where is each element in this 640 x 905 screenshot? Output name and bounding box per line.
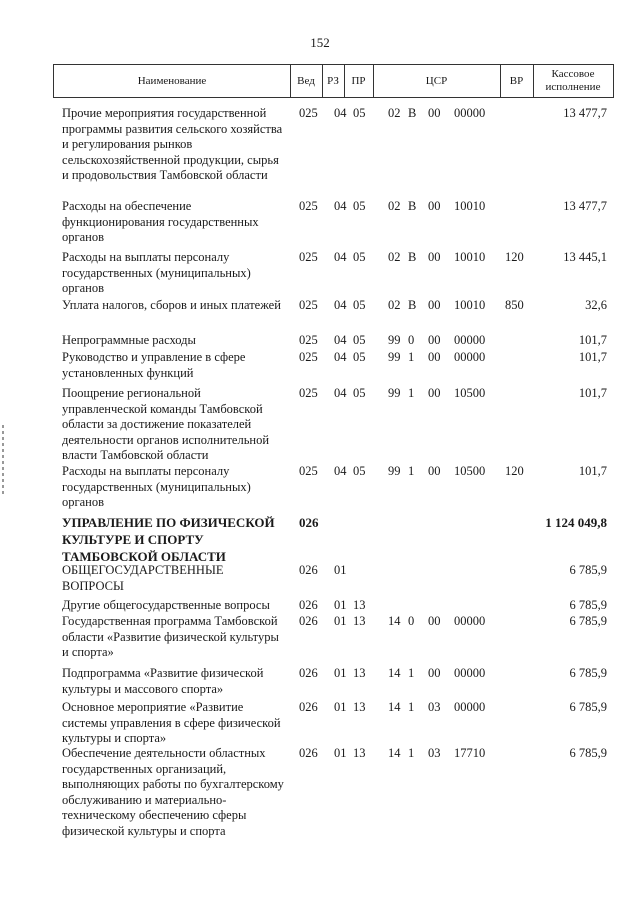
row-rz: 04: [334, 350, 347, 364]
row-rz: 01: [334, 614, 347, 628]
row-vr: 120: [505, 250, 524, 264]
row-name: ОБЩЕГОСУДАРСТВЕННЫЕ ВОПРОСЫ: [62, 563, 224, 593]
row-ved: 025: [299, 350, 318, 364]
row-csr-direction: 10500: [454, 464, 486, 478]
row-rz: 01: [334, 746, 347, 760]
row-amount: 13 445,1: [563, 250, 607, 264]
row-csr-subprogram: В: [408, 298, 417, 312]
row-ved: 025: [299, 386, 318, 400]
row-pr: 13: [353, 746, 366, 760]
margin-mark: [2, 425, 4, 495]
row-name: Государственная программа Тамбовской области «Развитие физической культуры и спорта»: [62, 614, 279, 659]
row-csr-program: 99: [388, 464, 401, 478]
row-amount: 6 785,9: [569, 746, 607, 760]
row-csr-direction: 10500: [454, 386, 486, 400]
row-ved: 026: [299, 746, 318, 760]
row-amount: 1 124 049,8: [545, 515, 607, 530]
row-csr-event: 00: [428, 666, 441, 680]
row-pr: 05: [353, 464, 366, 478]
row-rz: 04: [334, 298, 347, 312]
row-csr-subprogram: 0: [408, 614, 415, 628]
row-rz: 01: [334, 666, 347, 680]
row-amount: 101,7: [578, 333, 607, 347]
header-pr: ПР: [351, 74, 366, 87]
row-csr-subprogram: 1: [408, 350, 415, 364]
row-name: Поощрение региональной управленческой команды Тамбовской области за достижение показателей деятельности органов исполнительной власти Тамбовской области: [62, 386, 270, 462]
row-rz: 04: [334, 250, 347, 264]
row-csr-event: 00: [428, 106, 441, 120]
row-csr-direction: 10010: [454, 298, 486, 312]
row-csr-program: 99: [388, 386, 401, 400]
row-ved: 026: [299, 563, 318, 577]
row-pr: 05: [353, 350, 366, 364]
row-rz: 04: [334, 386, 347, 400]
row-csr-subprogram: 0: [408, 333, 415, 347]
row-amount: 6 785,9: [569, 666, 607, 680]
row-name: Прочие мероприятия государственной программы развития сельского хозяйства и регулирования рынков сельскохозяйственной продукции, сырья и продовольствия Тамбовской области: [62, 106, 283, 182]
row-csr-direction: 10010: [454, 250, 486, 264]
header-vr: ВР: [509, 74, 524, 87]
row-ved: 025: [299, 333, 318, 347]
row-amount: 32,6: [585, 298, 607, 312]
row-pr: 05: [353, 250, 366, 264]
row-csr-direction: 00000: [454, 666, 486, 680]
row-pr: 13: [353, 614, 366, 628]
row-pr: 13: [353, 598, 366, 612]
row-amount: 6 785,9: [569, 598, 607, 612]
row-csr-event: 00: [428, 298, 441, 312]
row-ved: 025: [299, 464, 318, 478]
row-csr-program: 14: [388, 700, 401, 714]
row-rz: 01: [334, 598, 347, 612]
row-csr-program: 02: [388, 106, 401, 120]
row-amount: 101,7: [578, 350, 607, 364]
row-amount: 13 477,7: [563, 106, 607, 120]
row-ved: 025: [299, 250, 318, 264]
row-csr-event: 00: [428, 350, 441, 364]
row-csr-event: 00: [428, 250, 441, 264]
row-rz: 01: [334, 700, 347, 714]
row-csr-program: 14: [388, 746, 401, 760]
header-name: Наименование: [137, 74, 207, 87]
row-name: Руководство и управление в сфере установленных функций: [62, 350, 246, 380]
row-name: Другие общегосударственные вопросы: [62, 598, 270, 612]
header-csr: ЦСР: [425, 74, 448, 87]
row-csr-direction: 00000: [454, 700, 486, 714]
row-ved: 025: [299, 199, 318, 213]
row-pr: 05: [353, 298, 366, 312]
row-rz: 01: [334, 563, 347, 577]
row-csr-subprogram: В: [408, 106, 417, 120]
row-csr-program: 99: [388, 333, 401, 347]
row-rz: 04: [334, 106, 347, 120]
row-csr-direction: 00000: [454, 350, 486, 364]
row-ved: 026: [299, 598, 318, 612]
table-header: [53, 64, 614, 98]
header-amount: Кассовое исполнение: [545, 68, 601, 93]
row-ved: 026: [299, 700, 318, 714]
row-csr-subprogram: 1: [408, 700, 415, 714]
row-csr-direction: 00000: [454, 614, 486, 628]
row-name: Основное мероприятие «Развитие системы управления в сфере физической культуры и спорта»: [62, 700, 281, 745]
row-pr: 05: [353, 333, 366, 347]
row-csr-program: 02: [388, 250, 401, 264]
row-csr-event: 03: [428, 700, 441, 714]
row-name: Расходы на обеспечение функционирования государственных органов: [62, 199, 259, 244]
row-ved: 025: [299, 298, 318, 312]
row-rz: 04: [334, 333, 347, 347]
row-csr-program: 02: [388, 298, 401, 312]
row-csr-subprogram: В: [408, 250, 417, 264]
row-ved: 026: [299, 666, 318, 680]
row-name: Расходы на выплаты персоналу государственных (муниципальных) органов: [62, 250, 251, 295]
row-ved: 026: [299, 614, 318, 628]
row-csr-event: 00: [428, 333, 441, 347]
row-pr: 13: [353, 700, 366, 714]
row-vr: 850: [505, 298, 524, 312]
row-csr-subprogram: В: [408, 199, 417, 213]
row-csr-direction: 00000: [454, 333, 486, 347]
row-csr-subprogram: 1: [408, 746, 415, 760]
row-amount: 6 785,9: [569, 700, 607, 714]
row-name: Расходы на выплаты персоналу государственных (муниципальных) органов: [62, 464, 251, 509]
row-name: Обеспечение деятельности областных государственных организаций, выполняющих работы по бухгалтерскому обслуживанию и материально-техническому обеспечению сферы физической культуры и спорта: [62, 746, 284, 838]
row-name: УПРАВЛЕНИЕ ПО ФИЗИЧЕСКОЙ КУЛЬТУРЕ И СПОРТУ ТАМБОВСКОЙ ОБЛАСТИ: [62, 515, 275, 564]
row-pr: 05: [353, 199, 366, 213]
row-pr: 05: [353, 106, 366, 120]
row-ved: 025: [299, 106, 318, 120]
row-csr-subprogram: 1: [408, 386, 415, 400]
row-csr-direction: 00000: [454, 106, 486, 120]
row-name: Непрограммные расходы: [62, 333, 196, 347]
row-amount: 101,7: [578, 464, 607, 478]
row-csr-event: 00: [428, 614, 441, 628]
row-ved: 026: [299, 515, 319, 530]
row-rz: 04: [334, 199, 347, 213]
row-pr: 05: [353, 386, 366, 400]
row-vr: 120: [505, 464, 524, 478]
row-amount: 6 785,9: [569, 563, 607, 577]
row-amount: 101,7: [578, 386, 607, 400]
row-csr-program: 14: [388, 614, 401, 628]
row-csr-event: 00: [428, 386, 441, 400]
row-csr-event: 00: [428, 464, 441, 478]
page-number: 152: [310, 35, 330, 50]
row-pr: 13: [353, 666, 366, 680]
row-csr-program: 99: [388, 350, 401, 364]
row-name: Подпрограмма «Развитие физической культуры и массового спорта»: [62, 666, 264, 696]
row-csr-subprogram: 1: [408, 464, 415, 478]
row-csr-event: 00: [428, 199, 441, 213]
row-amount: 13 477,7: [563, 199, 607, 213]
row-csr-direction: 10010: [454, 199, 486, 213]
row-csr-program: 02: [388, 199, 401, 213]
header-ved: Вед: [297, 74, 315, 87]
row-csr-direction: 17710: [454, 746, 486, 760]
row-csr-event: 03: [428, 746, 441, 760]
row-csr-subprogram: 1: [408, 666, 415, 680]
row-csr-program: 14: [388, 666, 401, 680]
row-amount: 6 785,9: [569, 614, 607, 628]
header-rz: РЗ: [327, 74, 339, 87]
row-name: Уплата налогов, сборов и иных платежей: [62, 298, 281, 312]
row-rz: 04: [334, 464, 347, 478]
